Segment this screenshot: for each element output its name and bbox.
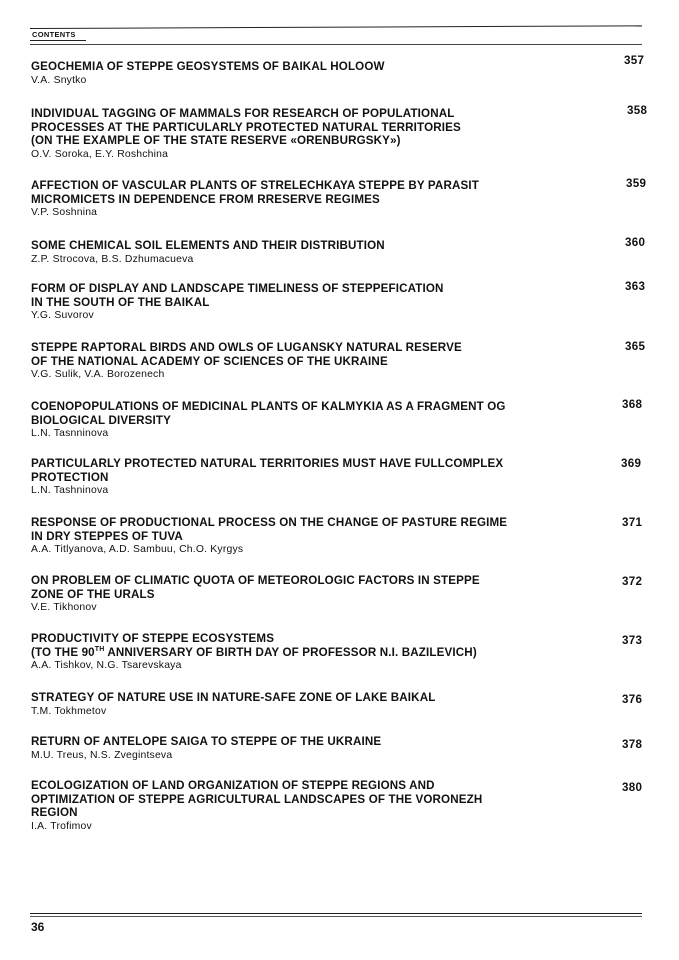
entry-authors: A.A. Titlyanova, A.D. Sambuu, Ch.O. Kyrgys <box>31 544 244 556</box>
toc-entry-11 <box>31 632 671 672</box>
toc-entry-1 <box>31 54 671 87</box>
entry-title: ON PROBLEM OF CLIMATIC QUOTA OF METEOROLOGIC FACTORS IN STEPPE ZONE OF THE URALS <box>31 574 480 601</box>
entry-authors: M.U. Treus, N.S. Zvegintseva <box>31 749 173 761</box>
entry-page: 363 <box>625 280 646 293</box>
entry-page: 360 <box>625 236 646 249</box>
entry-title: COENOPOPULATIONS OF MEDICINAL PLANTS OF KALMYKIA AS A FRAGMENT OG BIOLOGICAL DIVERSITY <box>31 400 506 427</box>
entry-title: ECOLOGIZATION OF LAND ORGANIZATION OF STEPPE REGIONS AND OPTIMIZATION OF STEPPE AGRICULTURAL LANDSCAPES OF THE VORONEZH REGION <box>31 779 483 820</box>
toc-entry-5 <box>31 282 671 322</box>
entry-authors: Y.G. Suvorov <box>31 310 94 322</box>
entry-page: 358 <box>627 104 648 117</box>
entry-authors: Z.P. Strocova, B.S. Dzhumacueva <box>31 253 194 265</box>
toc-entry-7 <box>31 400 671 440</box>
entry-page: 380 <box>622 781 643 794</box>
header-underline <box>30 40 86 41</box>
entry-authors: V.G. Sulik, V.A. Borozenech <box>31 369 165 381</box>
entry-page: 372 <box>622 575 643 588</box>
header-label: CONTENTS <box>32 30 76 39</box>
entry-authors: A.A. Tishkov, N.G. Tsarevskaya <box>31 660 182 672</box>
toc-entry-2 <box>31 104 671 161</box>
footer-rule <box>30 913 642 914</box>
entry-page: 373 <box>622 634 643 647</box>
entry-page: 369 <box>621 457 642 470</box>
entry-title-rest: ANNIVERSARY OF BIRTH DAY OF PROFESSOR N.I. BAZILEVICH) <box>104 645 477 659</box>
entry-title: AFFECTION OF VASCULAR PLANTS OF STRELECHKAYA STEPPE BY PARASIT MICROMICETS IN DEPENDENCE FROM RRESERVE REGIMES <box>31 179 479 206</box>
entry-page: 368 <box>622 398 643 411</box>
entry-authors: I.A. Trofimov <box>31 820 92 832</box>
entry-title: PARTICULARLY PROTECTED NATURAL TERRITORIES MUST HAVE FULLCOMPLEX PROTECTION <box>31 457 504 484</box>
entry-page: 357 <box>624 54 645 67</box>
footer-rule-lower <box>30 916 642 917</box>
entry-page: 365 <box>625 340 646 353</box>
entry-title: RETURN OF ANTELOPE SAIGA TO STEPPE OF THE UKRAINE <box>31 735 382 748</box>
entry-title: SOME CHEMICAL SOIL ELEMENTS AND THEIR DISTRIBUTION <box>31 239 385 252</box>
header-rule-lower <box>30 44 642 45</box>
toc-entry-10 <box>31 574 671 614</box>
entry-title <box>31 632 606 659</box>
toc-entry-8 <box>31 457 671 497</box>
entry-title: RESPONSE OF PRODUCTIONAL PROCESS ON THE CHANGE OF PASTURE REGIME IN DRY STEPPES OF TUVA <box>31 516 508 543</box>
toc-entry-6 <box>31 341 671 381</box>
entry-title: FORM OF DISPLAY AND LANDSCAPE TIMELINESS OF STEPPEFICATION IN THE SOUTH OF THE BAIKAL <box>31 282 444 309</box>
entry-authors: T.M. Tokhmetov <box>31 705 107 717</box>
entry-page: 376 <box>622 693 643 706</box>
entry-page: 371 <box>622 516 643 529</box>
toc-entry-4 <box>31 236 671 266</box>
entry-authors: L.N. Tasnninova <box>31 428 109 440</box>
entry-page: 359 <box>626 177 647 190</box>
entry-authors: V.E. Tikhonov <box>31 602 97 614</box>
entry-title-superscript: TH <box>94 645 105 653</box>
entry-title-main: PRODUCTIVITY OF STEPPE ECOSYSTEMS (TO THE 90 <box>31 632 275 659</box>
entry-authors: V.P. Soshnina <box>31 207 98 219</box>
entry-title: STRATEGY OF NATURE USE IN NATURE-SAFE ZONE OF LAKE BAIKAL <box>31 691 436 704</box>
entry-title: STEPPE RAPTORAL BIRDS AND OWLS OF LUGANSKY NATURAL RESERVE OF THE NATIONAL ACADEMY OF SCIENCES OF THE UKRAINE <box>31 341 462 368</box>
toc-entry-12 <box>31 691 671 718</box>
toc-entry-3 <box>31 179 671 219</box>
entry-authors: V.A. Snytko <box>31 74 87 86</box>
entry-title: GEOCHEMIA OF STEPPE GEOSYSTEMS OF BAIKAL HOLOOW <box>31 60 385 73</box>
page-number: 36 <box>31 920 45 934</box>
toc-entry-14 <box>31 779 671 833</box>
toc-entry-9 <box>31 516 671 556</box>
entry-authors: O.V. Soroka, E.Y. Roshchina <box>31 148 169 160</box>
entry-authors: L.N. Tashninova <box>31 485 109 497</box>
entry-page: 378 <box>622 738 643 751</box>
toc-entry-13 <box>31 735 671 762</box>
entry-title: INDIVIDUAL TAGGING OF MAMMALS FOR RESEARCH OF POPULATIONAL PROCESSES AT THE PARTICULARLY PROTECTED NATURAL TERRITORIES (ON THE EXAMPLE OF THE STATE RESERVE «ORENBURGSKY») <box>31 107 461 148</box>
header-rule-long <box>30 25 642 29</box>
